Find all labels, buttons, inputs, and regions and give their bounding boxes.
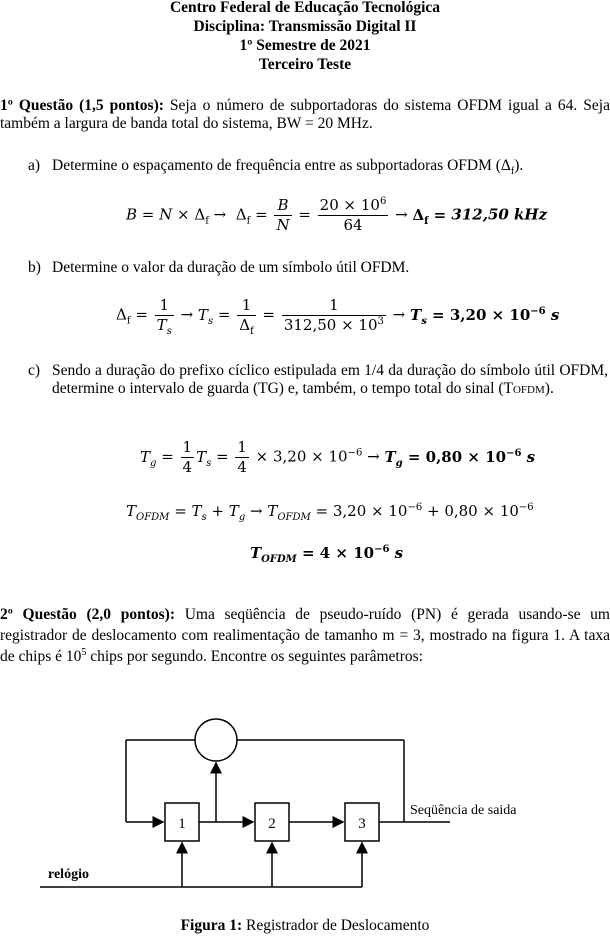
shift-register-diagram — [0, 700, 610, 900]
clock-label: relógio — [48, 867, 89, 882]
semester-title: 1º Semestre de 2021 — [239, 37, 371, 54]
item-b-text: Determine o valor da duração de um símbolo útil OFDM. — [52, 259, 410, 276]
equation-a: $B = N \times \Delta_f \to \Delta_f$ = $\frac{B}{N}$ = $\frac{20 \times 10^6}{64}$ → $\Delta_f = 312,50$ kHz — [126, 196, 548, 234]
modulo-2-adder — [195, 719, 237, 761]
question-1-title: 1º Questão (1,5 pontos): — [0, 97, 164, 114]
question-2-title: 2º Questão (2,0 pontos): — [0, 606, 175, 623]
figure-caption: Figura 1: Registrador de Deslocamento — [180, 917, 430, 934]
equation-b: $\Delta_f$ = $\frac{1}{T_s}$ → $T_s$ = $\frac{1}{\Delta_f}$ = $\frac{1}{312,50 \times 10^3}$ → $T_s = 3,20 \times 10^{-6}$ s — [116, 296, 560, 337]
register-3-label: 3 — [358, 816, 366, 832]
equation-c2: $T_{OFDM} = T_s + T_g \to T_{OFDM} = 3,20 \times 10^{-6} + 0,80 \times 10^{-6}$ — [126, 502, 534, 523]
discipline-title: Disciplina: Transmissão Digital II — [193, 18, 417, 35]
equation-b-denominator: 312,50 × 10 — [283, 316, 378, 334]
equation-c3-result: 4 × 10 — [319, 544, 375, 562]
item-c-text: Sendo a duração do prefixo cíclico estipulada em 1/4 da duração do símbolo útil OFDM, determine o intervalo de guarda (TG) e, também, o tempo total do sinal (TOFDM). — [52, 362, 608, 397]
institution-title: Centro Federal de Educação Tecnológica — [169, 0, 441, 16]
register-1-label: 1 — [178, 816, 186, 832]
equation-b-result: 3,20 × 10 — [449, 305, 531, 324]
register-2-label: 2 — [268, 816, 276, 832]
item-a-label: a) — [28, 157, 41, 174]
equation-a-result: 312,50 kHz — [451, 205, 548, 224]
equation-c1-result: 0,80 × 10 — [425, 447, 507, 466]
test-title: Terceiro Teste — [258, 56, 352, 73]
item-c-label: c) — [28, 362, 41, 379]
output-sequence-label: Seqüência de saida — [410, 803, 517, 818]
equation-c1: $T_g$ = $\frac{1}{4}$ $T_s$ = $\frac{1}{4}$ × $3,20 \times 10^{-6} \to T_g = 0,80 \times 10^{-6}$ s — [140, 438, 536, 476]
question-1-text: Seja o número de subportadoras do sistema OFDM igual a 64. Seja também a largura de banda total do sistema, BW = 20 MHz. — [0, 97, 610, 132]
equation-c3: $T_{OFDM} = 4 \times 10^{-6}$ s — [250, 544, 404, 565]
question-1-statement — [0, 97, 610, 133]
question-2-statement: 2º Questão (2,0 pontos): Uma seqüência de pseudo-ruído (PN) é gerada usando-se um registrador de deslocamento com realimentação de tamanho m = 3, mostrado na figura 1. A taxa de chips é $10^5$ chips por segundo. Encontre os seguintes parâmetros: — [0, 606, 610, 665]
item-a-text: Determine o espaçamento de frequência entre as subportadoras OFDM $(\Delta_f)$. — [52, 157, 524, 178]
item-b-label: b) — [28, 259, 41, 276]
